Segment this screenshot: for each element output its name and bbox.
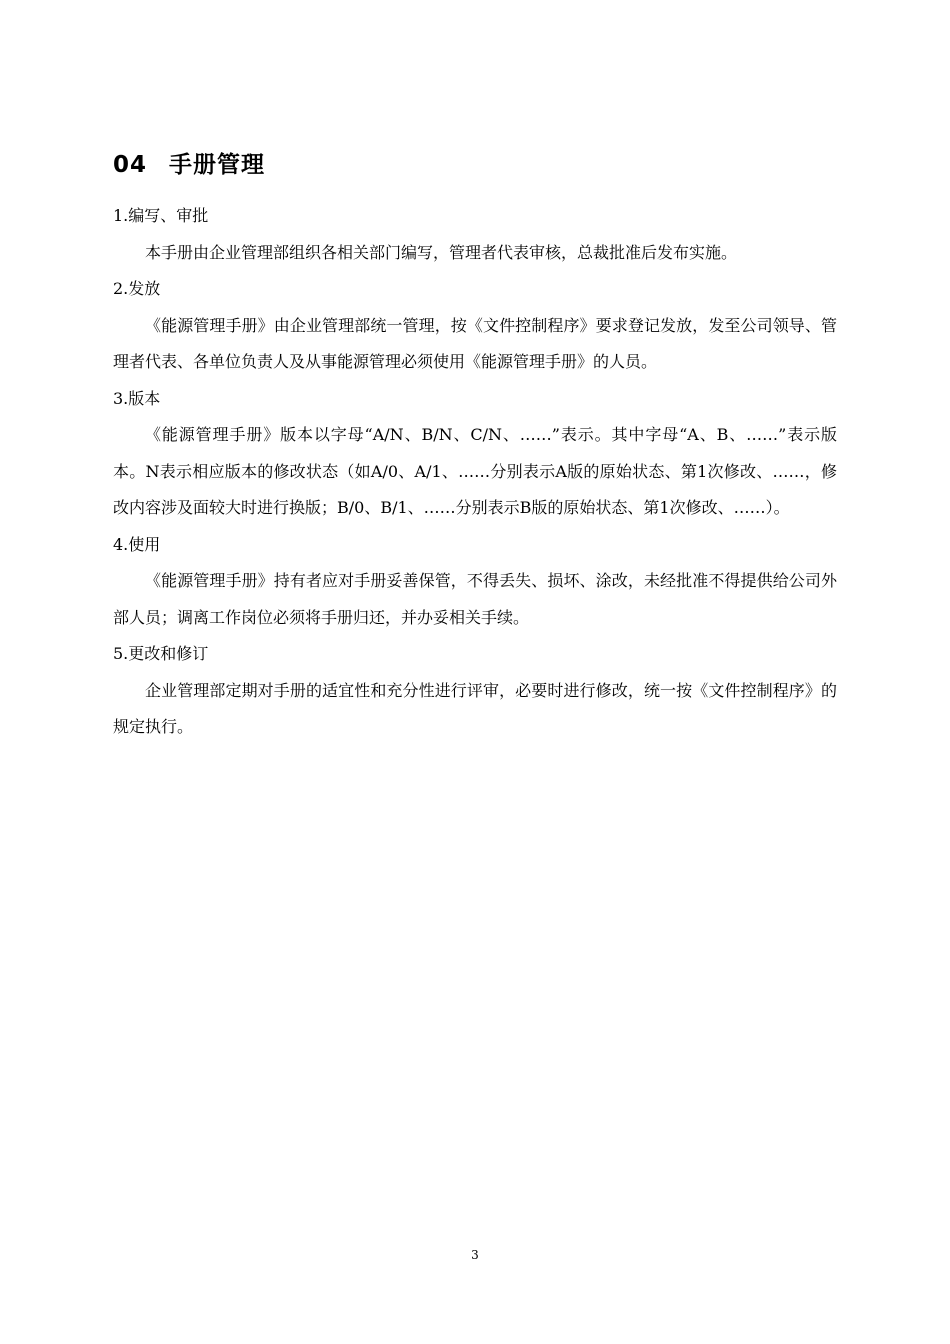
page-title [113,146,265,179]
page-number: 3 [471,1248,479,1262]
section-paragraph: 《能源管理手册》持有者应对手册妥善保管，不得丢失、损坏、涂改，未经批准不得提供给公司外部人员；调离工作岗位必须将手册归还，并办妥相关手续。 [113,571,837,627]
section-paragraph: 《能源管理手册》版本以字母“A/N、B/N、C/N、……”表示。其中字母“A、B、……”表示版本。N表示相应版本的修改状态（如A/0、A/1、……分别表示A版的原始状态、第1次修改、……，修改内容涉及面较大时进行换版；B/0、B/1、……分别表示B版的原始状态、第1次修改、……）。 [113,425,837,517]
section-paragraph: 本手册由企业管理部组织各相关部门编写，管理者代表审核，总裁批准后发布实施。 [145,242,738,262]
document-body [113,198,837,746]
section-heading: 4.使用 [113,534,161,554]
section-heading: 5.更改和修订 [113,644,209,663]
section-paragraph: 企业管理部定期对手册的适宜性和充分性进行评审，必要时进行修改，统一按《文件控制程序》的规定执行。 [113,680,837,736]
section-heading: 1.编写、审批 [113,206,209,225]
chapter-title: 手册管理 [169,152,266,178]
section-heading: 3.版本 [113,388,161,408]
section-paragraph: 《能源管理手册》由企业管理部统一管理，按《文件控制程序》要求登记发放，发至公司领导、管理者代表、各单位负责人及从事能源管理必须使用《能源管理手册》的人员。 [113,315,837,371]
section-heading: 2.发放 [113,279,161,298]
chapter-number: 04 [113,152,148,178]
